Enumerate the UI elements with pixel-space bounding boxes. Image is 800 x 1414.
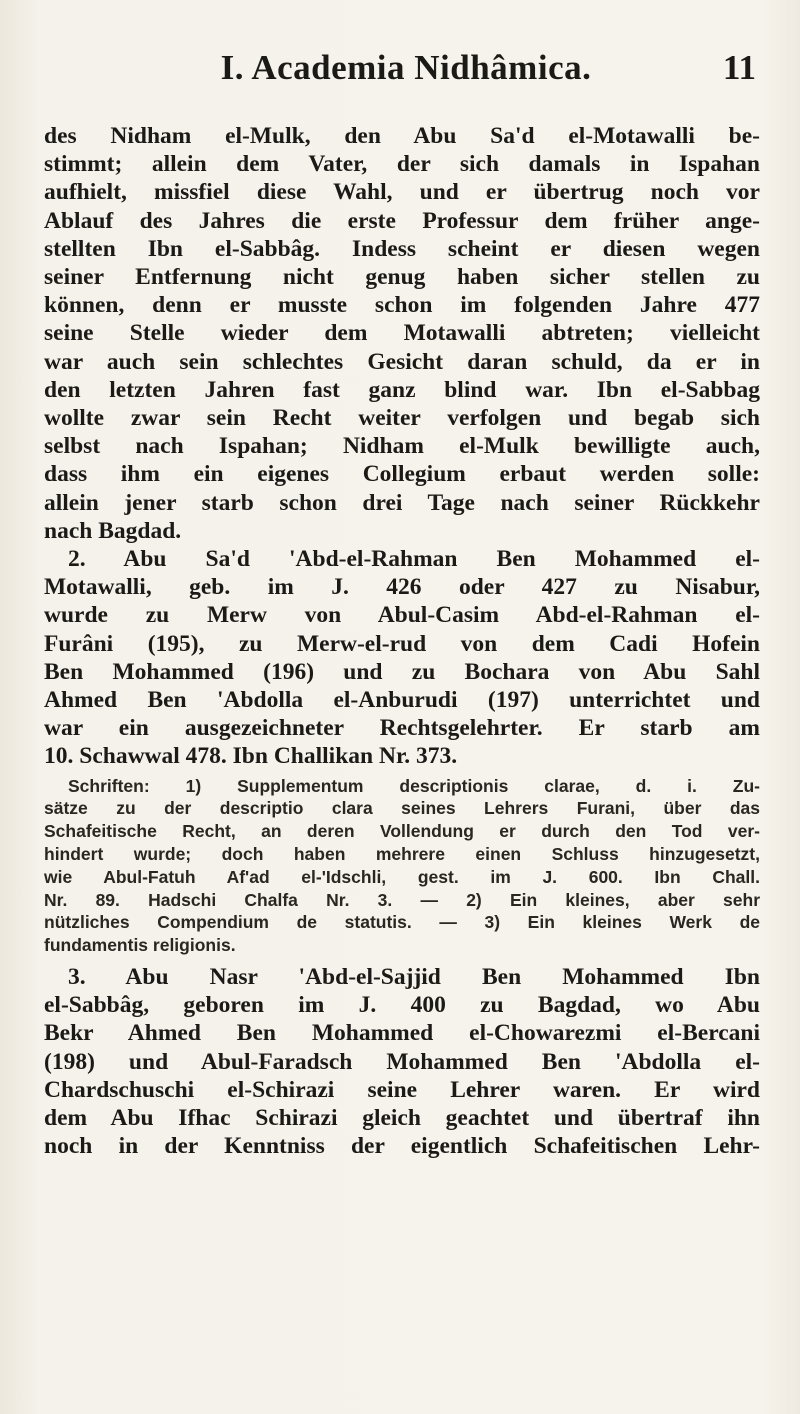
text-line: Ahmed Ben 'Abdolla el-Anburudi (197) unterrichtet und: [44, 687, 760, 714]
note-line: Nr. 89. Hadschi Chalfa Nr. 3. — 2) Ein kleines, aber sehr: [44, 889, 760, 910]
text-line: Chardschuschi el-Schirazi seine Lehrer waren. Er wird: [44, 1076, 760, 1103]
text-line: allein jener starb schon drei Tage nach seiner Rückkehr: [44, 489, 760, 516]
running-head: I. Academia Nidhâmica.: [220, 48, 592, 87]
text-line: aufhielt, missfiel diese Wahl, und er übertrug noch vor: [44, 179, 760, 206]
paragraph-2: [44, 545, 760, 771]
text-line: (198) und Abul-Faradsch Mohammed Ben 'Abdolla el-: [44, 1048, 760, 1075]
text-line: stimmt; allein dem Vater, der sich damals in Ispahan: [44, 151, 760, 178]
paragraph-1: [44, 122, 760, 545]
text-line: 2. Abu Sa'd 'Abd-el-Rahman Ben Mohammed el-: [68, 546, 760, 573]
text-line: Bekr Ahmed Ben Mohammed el-Chowarezmi el-Bercani: [44, 1020, 760, 1047]
note-line: Schafeitische Recht, an deren Vollendung er durch den Tod ver-: [44, 821, 760, 842]
text-line: 3. Abu Nasr 'Abd-el-Sajjid Ben Mohammed Ibn: [68, 964, 760, 991]
text-line: dem Abu Ifhac Schirazi gleich geachtet und übertraf ihn: [44, 1105, 760, 1132]
note-line: fundamentis religionis.: [44, 935, 236, 956]
text-line: selbst nach Ispahan; Nidham el-Mulk bewilligte auch,: [44, 433, 760, 460]
paragraph-3: [44, 963, 760, 1160]
page-body: [44, 122, 760, 1160]
text-line: dass ihm ein eigenes Collegium erbaut werden solle:: [44, 461, 760, 488]
text-line: Ablauf des Jahres die erste Professur dem früher ange-: [44, 207, 760, 234]
text-line: noch in der Kenntniss der eigentlich Schafeitischen Lehr-: [44, 1133, 760, 1160]
text-line: Furâni (195), zu Merw-el-rud von dem Cadi Hofein: [44, 630, 760, 657]
text-line: seine Stelle wieder dem Motawalli abtreten; vielleicht: [44, 320, 760, 347]
text-line: stellten Ibn el-Sabbâg. Indess scheint er diesen wegen: [44, 235, 760, 262]
text-line: seiner Entfernung nicht genug haben sicher stellen zu: [44, 264, 760, 291]
text-line: Ben Mohammed (196) und zu Bochara von Abu Sahl: [44, 658, 760, 685]
page-number: 11: [722, 48, 756, 87]
text-line: Motawalli, geb. im J. 426 oder 427 zu Nisabur,: [44, 574, 760, 601]
text-line: war auch sein schlechtes Gesicht daran schuld, da er in: [44, 348, 760, 375]
page-header: [56, 48, 756, 88]
text-line: den letzten Jahren fast ganz blind war. Ibn el-Sabbag: [44, 376, 760, 403]
text-line: wurde zu Merw von Abul-Casim Abd-el-Rahman el-: [44, 602, 760, 629]
note-line: wie Abul-Fatuh Af'ad el-'Idschli, gest. im J. 600. Ibn Chall.: [44, 866, 760, 887]
note-line: sätze zu der descriptio clara seines Lehrers Furani, über das: [44, 798, 760, 819]
text-line: nach Bagdad.: [44, 517, 182, 544]
text-line: können, denn er musste schon im folgenden Jahre 477: [44, 292, 760, 319]
text-line: wollte zwar sein Recht weiter verfolgen und begab sich: [44, 405, 760, 432]
text-line: des Nidham el-Mulk, den Abu Sa'd el-Motawalli be-: [44, 123, 760, 149]
text-line: war ein ausgezeichneter Rechtsgelehrter. Er starb am: [44, 715, 760, 742]
note-line: nützliches Compendium de statutis. — 3) Ein kleines Werk de: [44, 912, 760, 933]
text-line: 10. Schawwal 478. Ibn Challikan Nr. 373.: [44, 743, 458, 770]
paragraph-2-notes: [44, 775, 760, 957]
note-line: hindert wurde; doch haben mehrere einen Schluss hinzugesetzt,: [44, 844, 760, 865]
text-line: el-Sabbâg, geboren im J. 400 zu Bagdad, wo Abu: [44, 992, 760, 1019]
note-line: Schriften: 1) Supplementum descriptionis clarae, d. i. Zu-: [68, 775, 760, 796]
